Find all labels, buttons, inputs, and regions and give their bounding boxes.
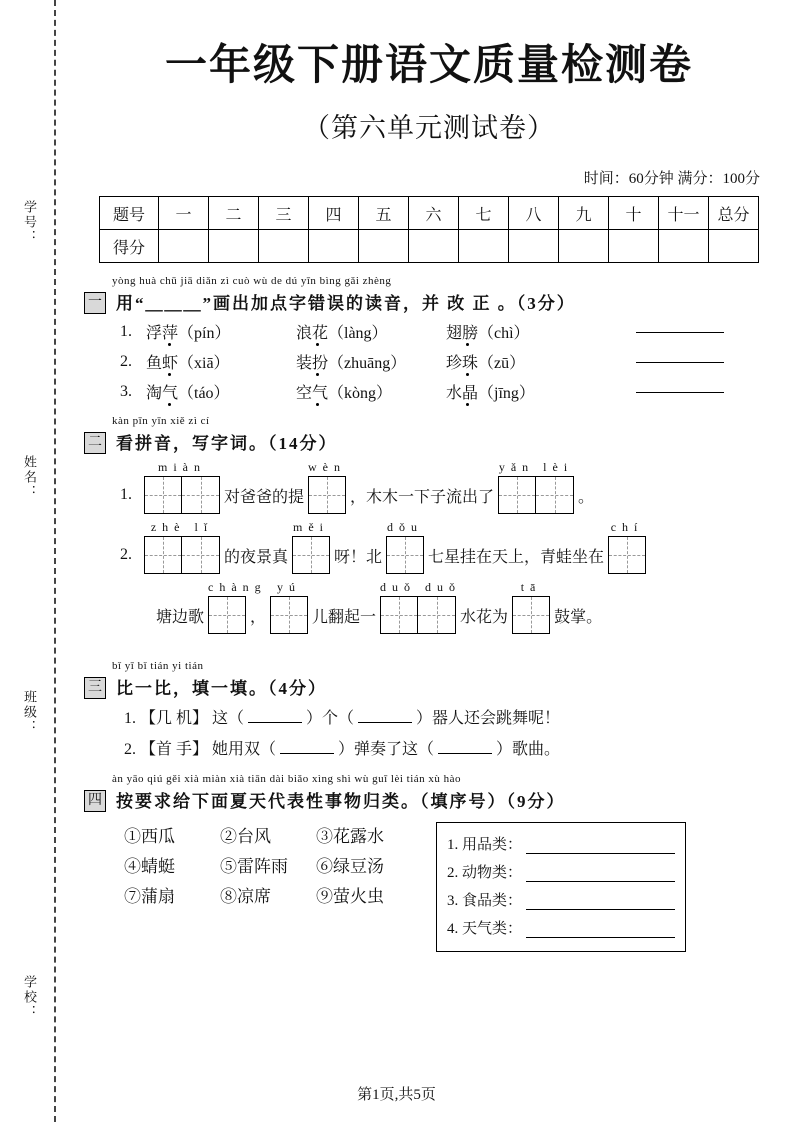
category-label: 3. 食品类： bbox=[447, 893, 523, 909]
score-cell[interactable] bbox=[709, 230, 759, 263]
question-1-items bbox=[120, 320, 774, 403]
list-item bbox=[447, 859, 675, 887]
option[interactable]: ⑧凉席 bbox=[220, 887, 271, 906]
tianzige-cell[interactable] bbox=[498, 460, 574, 514]
text-segment: 塘边歌 bbox=[156, 608, 205, 626]
score-cell[interactable] bbox=[259, 230, 309, 263]
table-row bbox=[100, 197, 759, 230]
score-col: 十 bbox=[609, 197, 659, 230]
list-item bbox=[124, 736, 774, 759]
tianzige-cell[interactable] bbox=[292, 520, 330, 574]
text-segment: ）个（ bbox=[306, 710, 355, 727]
pinyin-hint: miàn bbox=[158, 460, 206, 474]
tianzige-cell[interactable] bbox=[512, 580, 550, 634]
char-pair: 【首 手】 bbox=[140, 741, 209, 758]
list-item bbox=[124, 882, 412, 912]
score-col: 七 bbox=[459, 197, 509, 230]
answer-blank[interactable] bbox=[636, 331, 724, 333]
score-col: 三 bbox=[259, 197, 309, 230]
choice[interactable]: 浪花（làng） bbox=[296, 320, 446, 343]
question-4-body bbox=[124, 822, 774, 952]
option[interactable]: ④蜻蜓 bbox=[124, 857, 175, 876]
list-item bbox=[120, 380, 774, 403]
dot-mark bbox=[168, 343, 171, 346]
text-segment: ）器人还会跳舞呢！ bbox=[416, 710, 561, 727]
option-list bbox=[124, 822, 412, 952]
score-col: 九 bbox=[559, 197, 609, 230]
item-number: 1. bbox=[120, 322, 132, 340]
score-col: 八 bbox=[509, 197, 559, 230]
score-cell[interactable] bbox=[559, 230, 609, 263]
choice[interactable]: 浮萍（pín） bbox=[146, 320, 296, 343]
answer-blank[interactable] bbox=[358, 722, 412, 723]
choice[interactable]: 水晶（jīng） bbox=[446, 380, 596, 403]
choice[interactable]: 鱼虾（xiā） bbox=[146, 350, 296, 373]
page-footer: 第1页,共5页 bbox=[357, 1087, 436, 1103]
question-2-pinyin: kàn pīn yīn xiě zì cí bbox=[112, 415, 210, 427]
tianzige-cell[interactable] bbox=[144, 520, 220, 574]
score-col: 一 bbox=[159, 197, 209, 230]
side-label-student-id: 学号： bbox=[22, 200, 37, 245]
question-1-head bbox=[84, 289, 774, 314]
score-col: 六 bbox=[409, 197, 459, 230]
score-col: 十一 bbox=[659, 197, 709, 230]
dot-mark bbox=[466, 343, 469, 346]
question-3 bbox=[84, 660, 774, 759]
category-label: 4. 天气类： bbox=[447, 921, 523, 937]
choice[interactable]: 翅膀（chì） bbox=[446, 320, 596, 343]
dot-mark bbox=[316, 343, 319, 346]
choice[interactable]: 装扮（zhuāng） bbox=[296, 350, 446, 373]
list-item bbox=[124, 822, 412, 852]
dot-mark bbox=[466, 403, 469, 406]
score-cell[interactable] bbox=[309, 230, 359, 263]
score-col: 四 bbox=[309, 197, 359, 230]
answer-blank[interactable] bbox=[280, 753, 334, 754]
answer-blank[interactable] bbox=[526, 837, 675, 854]
side-label-class: 班级： bbox=[22, 690, 37, 735]
dot-mark bbox=[316, 373, 319, 376]
dot-mark bbox=[168, 373, 171, 376]
answer-blank[interactable] bbox=[526, 921, 675, 938]
question-3-text: 比一比，填一填。（4分） bbox=[116, 679, 327, 698]
pinyin-hint: tā bbox=[520, 580, 542, 594]
item-number: 1. bbox=[124, 710, 136, 727]
tianzige-cell[interactable] bbox=[208, 580, 267, 634]
side-label-school: 学校： bbox=[22, 975, 37, 1020]
option[interactable]: ③花露水 bbox=[316, 827, 384, 846]
score-cell[interactable] bbox=[209, 230, 259, 263]
time-and-score-note: 时间：60分钟 满分：100分 bbox=[583, 171, 760, 187]
score-cell[interactable] bbox=[509, 230, 559, 263]
option[interactable]: ①西瓜 bbox=[124, 827, 175, 846]
score-table-row-label: 得分 bbox=[100, 230, 159, 263]
category-label: 1. 用品类： bbox=[447, 837, 523, 853]
text-segment: ，木木一下子流出了 bbox=[350, 488, 495, 506]
list-item bbox=[120, 320, 774, 343]
question-2-text: 看拼音，写字词。（14分） bbox=[116, 434, 338, 453]
score-cell[interactable] bbox=[359, 230, 409, 263]
pinyin-hint: chàng bbox=[208, 580, 267, 594]
pinyin-hint: duǒ duǒ bbox=[380, 580, 462, 594]
answer-blank[interactable] bbox=[526, 893, 675, 910]
pinyin-hint: yǎn lèi bbox=[498, 460, 574, 474]
question-3-items bbox=[124, 705, 774, 759]
choice[interactable]: 珍珠（zū） bbox=[446, 350, 596, 373]
score-table-row-label: 题号 bbox=[100, 197, 159, 230]
tianzige-cell[interactable] bbox=[608, 520, 646, 574]
char-pair: 【几 机】 bbox=[140, 710, 209, 727]
list-item bbox=[120, 350, 774, 373]
item-number: 3. bbox=[120, 382, 132, 400]
answer-blank[interactable] bbox=[526, 865, 675, 882]
q2-line-2 bbox=[120, 520, 774, 574]
binding-dashed-line bbox=[54, 0, 56, 1122]
tianzige-cell[interactable] bbox=[144, 460, 220, 514]
choice[interactable]: 空气（kòng） bbox=[296, 380, 446, 403]
text-segment: ）歌曲。 bbox=[496, 741, 561, 758]
question-4 bbox=[84, 773, 774, 952]
text-segment: 儿翻起一 bbox=[312, 608, 377, 626]
text-segment: ， bbox=[250, 608, 267, 626]
score-table bbox=[99, 196, 759, 263]
pinyin-hint: měi bbox=[293, 520, 330, 534]
question-1 bbox=[84, 275, 774, 403]
tianzige-cell[interactable] bbox=[308, 460, 347, 514]
option[interactable]: ⑥绿豆汤 bbox=[316, 857, 384, 876]
question-1-number: 一 bbox=[84, 292, 106, 314]
page-subtitle: （第六单元测试卷） bbox=[303, 113, 555, 143]
q2-line-1 bbox=[120, 460, 774, 514]
pinyin-hint: dǒu bbox=[387, 520, 424, 534]
question-4-number: 四 bbox=[84, 790, 106, 812]
q2-line-3 bbox=[156, 580, 774, 634]
tianzige-cell[interactable] bbox=[270, 580, 308, 634]
option[interactable]: ⑤雷阵雨 bbox=[220, 857, 288, 876]
score-cell[interactable] bbox=[409, 230, 459, 263]
category-label: 2. 动物类： bbox=[447, 865, 523, 881]
question-3-pinyin: bǐ yī bǐ tián yi tián bbox=[112, 660, 204, 672]
answer-blank[interactable] bbox=[438, 753, 492, 754]
choice[interactable]: 淘气（táo） bbox=[146, 380, 296, 403]
answer-blank[interactable] bbox=[248, 722, 302, 723]
table-row bbox=[100, 230, 759, 263]
score-cell[interactable] bbox=[659, 230, 709, 263]
text-segment: 七星挂在天上，青蛙坐在 bbox=[428, 548, 605, 566]
score-cell[interactable] bbox=[159, 230, 209, 263]
text-segment: 呀！北 bbox=[334, 548, 383, 566]
option[interactable]: ②台风 bbox=[220, 827, 271, 846]
list-item bbox=[124, 705, 774, 728]
text-segment: 她用双（ bbox=[212, 741, 277, 758]
pinyin-hint: wèn bbox=[308, 460, 347, 474]
text-segment: 这（ bbox=[212, 710, 245, 727]
list-item bbox=[447, 887, 675, 915]
question-4-pinyin: àn yāo qiú gěi xià miàn xià tiān dài biǎo xìng shì wù guī lèi tián xù hào bbox=[112, 773, 462, 785]
side-label-name: 姓名： bbox=[22, 455, 37, 500]
category-box bbox=[436, 822, 686, 952]
item-number: 2. bbox=[120, 546, 132, 563]
answer-blank[interactable] bbox=[636, 361, 724, 363]
dot-mark bbox=[168, 403, 171, 406]
page-title: 一年级下册语文质量检测卷 bbox=[164, 43, 693, 89]
text-segment: 水花为 bbox=[460, 608, 509, 626]
tianzige-cell[interactable] bbox=[380, 580, 462, 634]
score-col: 五 bbox=[359, 197, 409, 230]
list-item bbox=[447, 915, 675, 943]
question-3-number: 三 bbox=[84, 677, 106, 699]
question-2-number: 二 bbox=[84, 432, 106, 454]
text-segment: 。 bbox=[578, 488, 595, 506]
item-number: 1. bbox=[120, 486, 132, 503]
option[interactable]: ⑨萤火虫 bbox=[316, 887, 384, 906]
text-segment: 鼓掌。 bbox=[554, 608, 603, 626]
text-segment: 的夜景真 bbox=[224, 548, 289, 566]
list-item bbox=[124, 852, 412, 882]
item-number: 2. bbox=[120, 352, 132, 370]
question-1-text: 用“＿＿＿”画出加点字错误的读音，并 改 正 。（3分） bbox=[116, 294, 576, 313]
dot-mark bbox=[316, 403, 319, 406]
score-cell[interactable] bbox=[609, 230, 659, 263]
text-segment: ）弹奏了这（ bbox=[338, 741, 435, 758]
pinyin-hint: chí bbox=[610, 520, 644, 534]
question-2 bbox=[84, 415, 774, 634]
question-4-text: 按要求给下面夏天代表性事物归类。（填序号）（9分） bbox=[116, 792, 566, 811]
item-number: 2. bbox=[124, 741, 136, 758]
text-segment: 对爸爸的提 bbox=[224, 488, 305, 506]
score-col-total: 总分 bbox=[709, 197, 759, 230]
option[interactable]: ⑦蒲扇 bbox=[124, 887, 175, 906]
dot-mark bbox=[466, 373, 469, 376]
question-3-head bbox=[84, 674, 774, 699]
question-1-pinyin: yòng huà chū jiā diǎn zì cuò wù de dú yīn bìng gǎi zhèng bbox=[112, 275, 392, 287]
answer-blank[interactable] bbox=[636, 391, 724, 393]
pinyin-hint: yú bbox=[277, 580, 302, 594]
tianzige-cell[interactable] bbox=[386, 520, 424, 574]
score-cell[interactable] bbox=[459, 230, 509, 263]
pinyin-hint: zhè lǐ bbox=[150, 520, 214, 534]
score-col: 二 bbox=[209, 197, 259, 230]
question-4-head bbox=[84, 787, 774, 812]
question-2-head bbox=[84, 429, 774, 454]
list-item bbox=[447, 831, 675, 859]
